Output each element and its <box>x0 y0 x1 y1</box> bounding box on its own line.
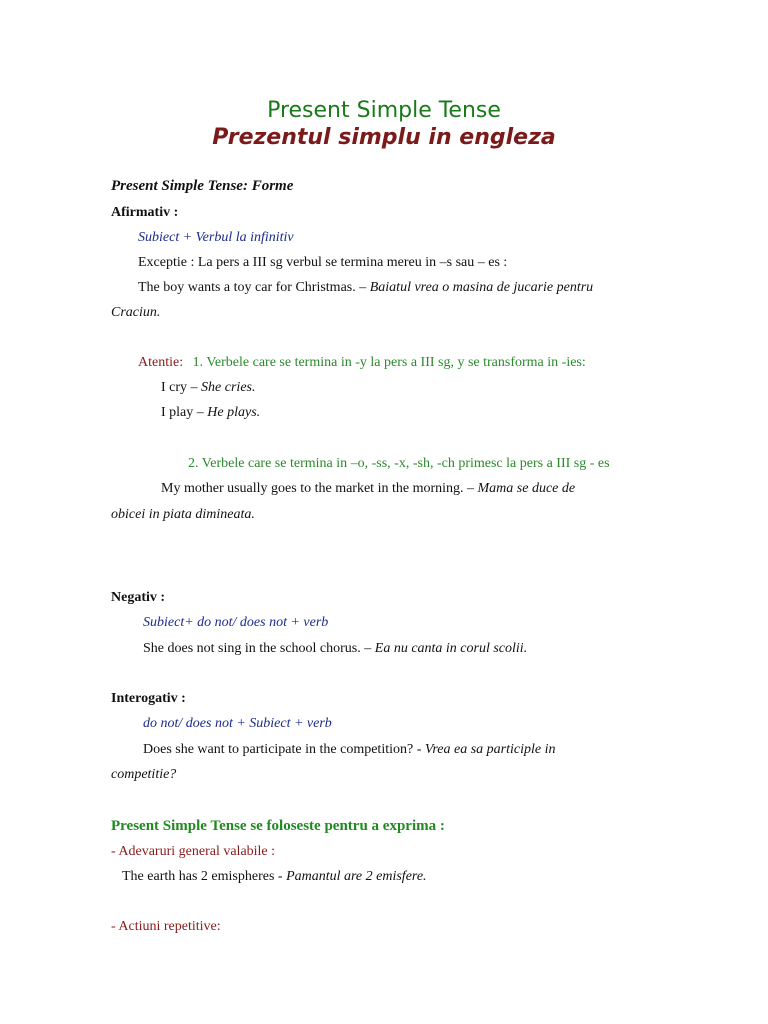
negative-label: Negativ : <box>111 590 166 605</box>
usage-item2: - Actiuni repetitive: <box>111 919 221 934</box>
affirmative-example <box>138 279 593 297</box>
affirmative-formula: Subiect + Verbul la infinitiv <box>138 230 294 245</box>
interrogative-example-ro: Vrea ea sa participle in <box>424 742 556 757</box>
attention-rule2: 2. Verbele care se termina in –o, -ss, -x, -sh, -ch primesc la pers a III sg - es <box>188 456 610 471</box>
attention-example3-it: Mama se duce de <box>477 481 576 496</box>
negative-example <box>143 640 527 658</box>
affirmative-example-ro: Baiatul vrea o masina de jucarie pentru <box>369 280 594 295</box>
negative-example-ro: Ea nu canta in corul scolii. <box>374 641 528 656</box>
interrogative-example-en: Does she want to participate in the competition? - <box>143 742 425 757</box>
usage-item1-ro: Pamantul are 2 emisfere. <box>286 869 427 884</box>
attention-example1 <box>161 379 255 397</box>
interrogative-example-cont: competitie? <box>111 767 177 782</box>
affirmative-example-ro-cont: Craciun. <box>111 305 161 320</box>
attention-example1-it: She cries. <box>201 380 256 395</box>
attention-example3-cont: obicei in piata dimineata. <box>111 507 255 522</box>
attention-example2-en: I play – <box>161 405 208 420</box>
affirmative-example-en: The boy wants a toy car for Christmas. – <box>138 280 370 295</box>
attention-rule1-text: 1. Verbele care se termina in -y la pers a III sg, y se transforma in -ies: <box>192 355 586 370</box>
usage-item1-example <box>122 868 427 886</box>
interrogative-example <box>143 741 556 759</box>
attention-example1-en: I cry – <box>161 380 202 395</box>
attention-example2-it: He plays. <box>207 405 261 420</box>
attention-example3 <box>161 480 575 498</box>
attention-label: Atentie: <box>138 355 184 370</box>
usage-heading: Present Simple Tense se foloseste pentru a exprima : <box>111 818 445 834</box>
attention-rule1 <box>138 354 586 372</box>
usage-item1: - Adevaruri general valabile : <box>111 844 276 859</box>
attention-example3-en: My mother usually goes to the market in the morning. – <box>161 481 478 496</box>
negative-formula: Subiect+ do not/ does not + verb <box>143 615 329 630</box>
forms-heading: Present Simple Tense: Forme <box>111 178 294 194</box>
page-title: Present Simple Tense <box>267 98 501 123</box>
page-subtitle: Prezentul simplu in engleza <box>212 125 556 150</box>
affirmative-label: Afirmativ : <box>111 205 179 220</box>
negative-example-en: She does not sing in the school chorus. – <box>143 641 375 656</box>
attention-example2 <box>161 404 260 422</box>
usage-item1-en: The earth has 2 emispheres - <box>122 869 287 884</box>
affirmative-exception: Exceptie : La pers a III sg verbul se termina mereu in –s sau – es : <box>138 255 508 270</box>
interrogative-formula: do not/ does not + Subiect + verb <box>143 716 332 731</box>
interrogative-label: Interogativ : <box>111 691 186 706</box>
